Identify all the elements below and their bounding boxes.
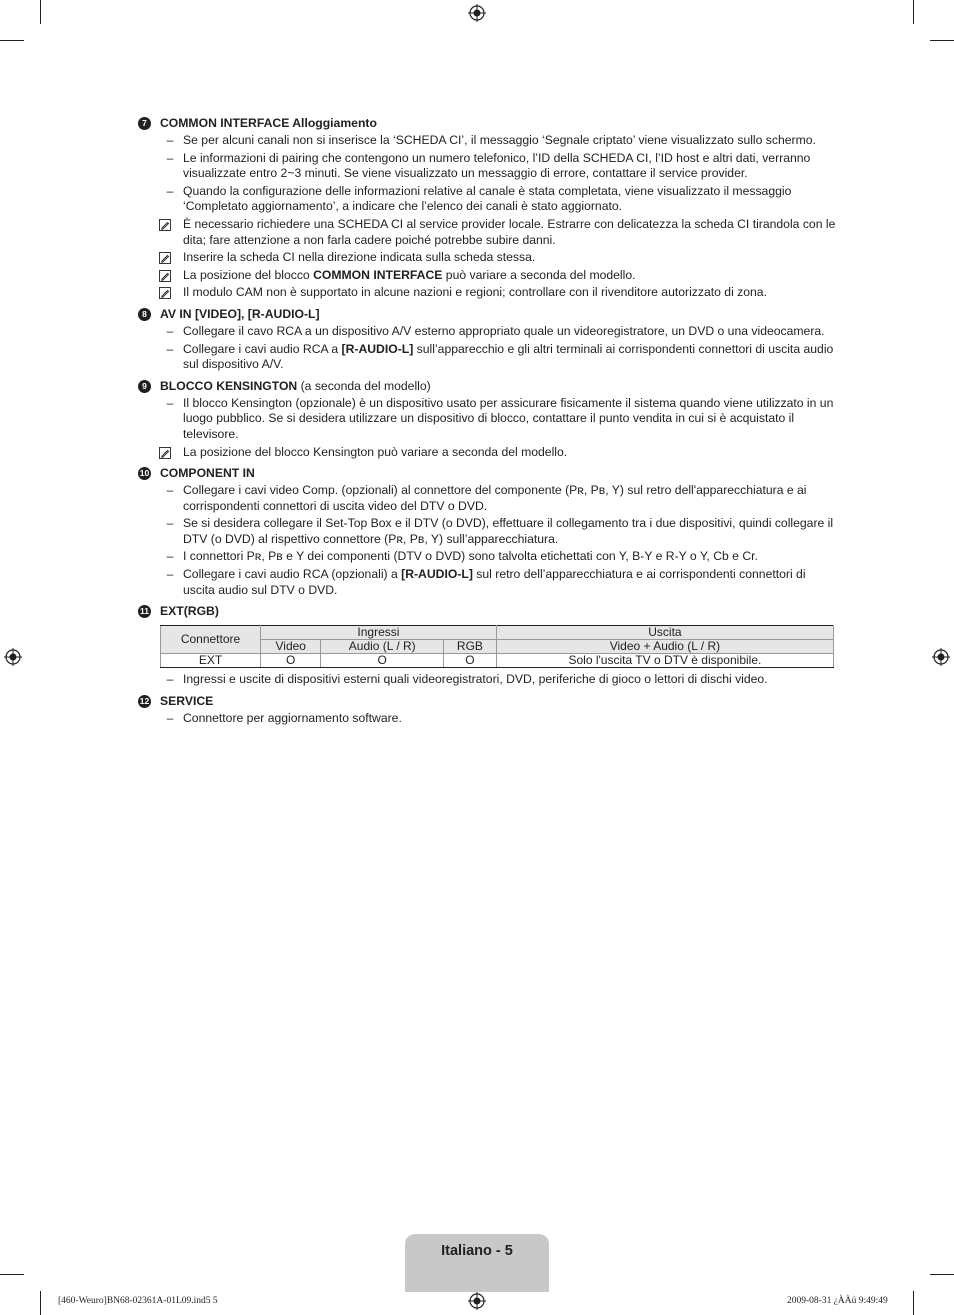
section-heading xyxy=(138,306,838,322)
table-header-row xyxy=(161,640,834,654)
dash-marker: – xyxy=(166,133,174,147)
section-number-badge: 8 xyxy=(138,308,151,321)
table-cell: O xyxy=(321,654,444,668)
item-text: COMMON INTERFACE xyxy=(313,267,443,282)
table-header-cell: Video xyxy=(261,640,321,654)
bullet-item xyxy=(138,483,838,514)
dash-marker: – xyxy=(166,549,174,564)
print-slug-date: 2009-08-31 ¿ÀÀü 9:49:49 xyxy=(787,1296,888,1306)
section-number-badge: 7 xyxy=(138,117,151,130)
table-cell: O xyxy=(261,654,321,668)
crop-mark xyxy=(0,1274,24,1275)
note-item xyxy=(138,445,838,461)
section-title: EXT(RGB) xyxy=(160,604,219,619)
item-text: I connettori Pʀ, Pʙ e Y dei componenti (DTV o DVD) sono talvolta etichettati con Y, B-Y e R-Y o Y, Cb e Cr. xyxy=(183,549,758,564)
dash-marker: – xyxy=(166,516,174,531)
table-cell: Solo l'uscita TV o DTV è disponibile. xyxy=(496,654,833,668)
table-header-cell: RGB xyxy=(444,640,497,654)
bullet-item xyxy=(138,342,838,373)
dash-marker: – xyxy=(166,150,174,165)
item-text: Quando la configurazione delle informazioni relative al canale è stata completata, viene visualizzato il messaggio ‘Completato aggiornamento’, a indicare che l’elenco dei canali è stato aggiornato. xyxy=(183,183,792,214)
section-number-badge: 9 xyxy=(138,380,151,393)
table-header-cell: Video + Audio (L / R) xyxy=(496,640,833,654)
crop-mark xyxy=(930,1274,954,1275)
item-text: Ingressi e uscite di dispositivi esterni quali videoregistratori, DVD, periferiche di gioco o lettori di dischi video. xyxy=(183,672,768,687)
note-pencil-icon xyxy=(159,447,171,459)
table-header-cell: Ingressi xyxy=(261,626,497,640)
bullet-item xyxy=(138,133,838,149)
section-heading xyxy=(138,693,838,709)
dash-marker: – xyxy=(166,710,174,725)
note-pencil-icon xyxy=(159,252,171,264)
bullet-item xyxy=(138,324,838,340)
dash-marker: – xyxy=(166,183,174,198)
bullet-item xyxy=(138,672,838,688)
section-number-badge: 12 xyxy=(139,695,150,706)
item-text: sull’apparecchio e gli altri terminali ai corrispondenti connettori di uscita audio sul dispositivo A/V. xyxy=(183,341,834,372)
dash-marker: – xyxy=(166,341,174,356)
section-heading xyxy=(138,465,838,481)
table-row xyxy=(161,654,834,668)
item-text: [R-AUDIO-L] xyxy=(401,567,473,582)
note-item xyxy=(138,285,838,301)
section-title: COMPONENT IN xyxy=(160,466,255,481)
registration-mark-icon xyxy=(4,648,22,666)
section-number-badge: 10 xyxy=(139,468,150,479)
item-text: Collegare i cavi audio RCA (opzionali) a xyxy=(183,567,402,582)
item-text: Collegare i cavi audio RCA a xyxy=(183,341,342,356)
item-text: Connettore per aggiornamento software. xyxy=(183,710,402,725)
bullet-item xyxy=(138,151,838,182)
crop-mark xyxy=(913,1291,914,1315)
registration-mark-icon xyxy=(468,1292,486,1310)
item-text: Il modulo CAM non è supportato in alcune nazioni e regioni; controllare con il rivenditore autorizzato di zona. xyxy=(183,285,767,300)
item-text: [R-AUDIO-L] xyxy=(341,341,414,356)
dash-marker: – xyxy=(166,395,174,410)
crop-mark xyxy=(930,40,954,41)
item-text: sul retro dell’apparecchiatura e ai corrispondenti connettori di uscita audio sul DTV o DVD. xyxy=(183,567,806,597)
note-item xyxy=(138,217,838,248)
crop-mark xyxy=(40,0,41,24)
registration-mark-icon xyxy=(468,4,486,22)
print-slug-file: [460-Weuro]BN68-02361A-01L09.ind5 5 xyxy=(58,1296,218,1306)
note-item xyxy=(138,268,838,284)
page-number: Italiano - 5 xyxy=(441,1243,513,1259)
section-number-badge: 11 xyxy=(140,606,149,617)
table-header-cell: Uscita xyxy=(496,626,833,640)
section-title: COMMON INTERFACE Alloggiamento xyxy=(160,116,377,130)
note-pencil-icon xyxy=(159,270,171,282)
dash-marker: – xyxy=(166,567,174,582)
item-text: È necessario richiedere una SCHEDA CI al service provider locale. Estrarre con delicatezza la scheda CI tirandola con le dita; fare attenzione a non farla cadere poiché potrebbe subire danni. xyxy=(183,216,836,247)
table-header-cell: Audio (L / R) xyxy=(321,640,444,654)
item-text: Inserire la scheda CI nella direzione indicata sulla scheda stessa. xyxy=(183,250,536,265)
document-body xyxy=(138,110,838,726)
item-text: La posizione del blocco Kensington può variare a seconda del modello. xyxy=(183,444,568,459)
table-header-row xyxy=(161,626,834,640)
bullet-item xyxy=(138,184,838,215)
table-cell: EXT xyxy=(161,654,261,668)
section-title: SERVICE xyxy=(160,693,214,708)
item-text: Collegare il cavo RCA a un dispositivo A/V esterno appropriato quale un videoregistratore, un DVD o una videocamera. xyxy=(183,323,825,338)
crop-mark xyxy=(0,40,24,41)
crop-mark xyxy=(40,1291,41,1315)
note-pencil-icon xyxy=(159,219,171,231)
item-text: Le informazioni di pairing che contengono un numero telefonico, l’ID della SCHEDA CI, l’ID host e altri dati, verranno visualizzate entro 2~3 minuti. Se viene visualizzato un messaggio di errore, contattare il service provider. xyxy=(183,150,811,181)
section-title: AV IN [VIDEO], [R-AUDIO-L] xyxy=(160,306,320,321)
section-title: BLOCCO KENSINGTON xyxy=(160,378,298,393)
dash-marker: – xyxy=(166,672,174,687)
item-text: Collegare i cavi video Comp. (opzionali) al connettore del componente (Pʀ, Pʙ, Y) sul retro dell'apparecchiatura e ai corrispondenti connettori di uscita video del DTV o DVD. xyxy=(183,483,807,513)
dash-marker: – xyxy=(166,323,174,338)
item-text: Se per alcuni canali non si inserisce la ‘SCHEDA CI’, il messaggio ‘Segnale criptato’ viene visualizzato sullo schermo. xyxy=(183,133,816,147)
bullet-item xyxy=(138,396,838,443)
note-pencil-icon xyxy=(159,287,171,299)
ext-connector-table xyxy=(160,625,834,668)
table-cell: O xyxy=(444,654,497,668)
item-text: Se si desidera collegare il Set-Top Box e il DTV (o DVD), effettuare il collegamento tra i due dispositivi, quindi collegare il DTV (o DVD) al rispettivo connettore (Pʀ, Pʙ, Y) sull’apparecchiatura. xyxy=(183,516,834,546)
section-heading xyxy=(138,603,838,619)
bullet-item xyxy=(138,516,838,547)
section-heading xyxy=(138,115,838,131)
dash-marker: – xyxy=(166,483,174,498)
item-text: può variare a seconda del modello. xyxy=(442,267,636,282)
item-text: Il blocco Kensington (opzionale) è un dispositivo usato per assicurare fisicamente il sistema quando viene utilizzato in un luogo pubblico. Se si desidera utilizzare un dispositivo di blocco, contattare il punto vendita in cui si è acquistato il televisore. xyxy=(183,395,834,441)
note-item xyxy=(138,250,838,266)
bullet-item xyxy=(138,711,838,727)
registration-mark-icon xyxy=(932,648,950,666)
crop-mark xyxy=(913,0,914,24)
section-title-suffix: (a seconda del modello) xyxy=(297,378,431,393)
section-heading xyxy=(138,378,838,394)
bullet-item xyxy=(138,549,838,565)
table-header-cell: Connettore xyxy=(161,626,261,654)
bullet-item xyxy=(138,567,838,598)
item-text: La posizione del blocco xyxy=(183,267,314,282)
